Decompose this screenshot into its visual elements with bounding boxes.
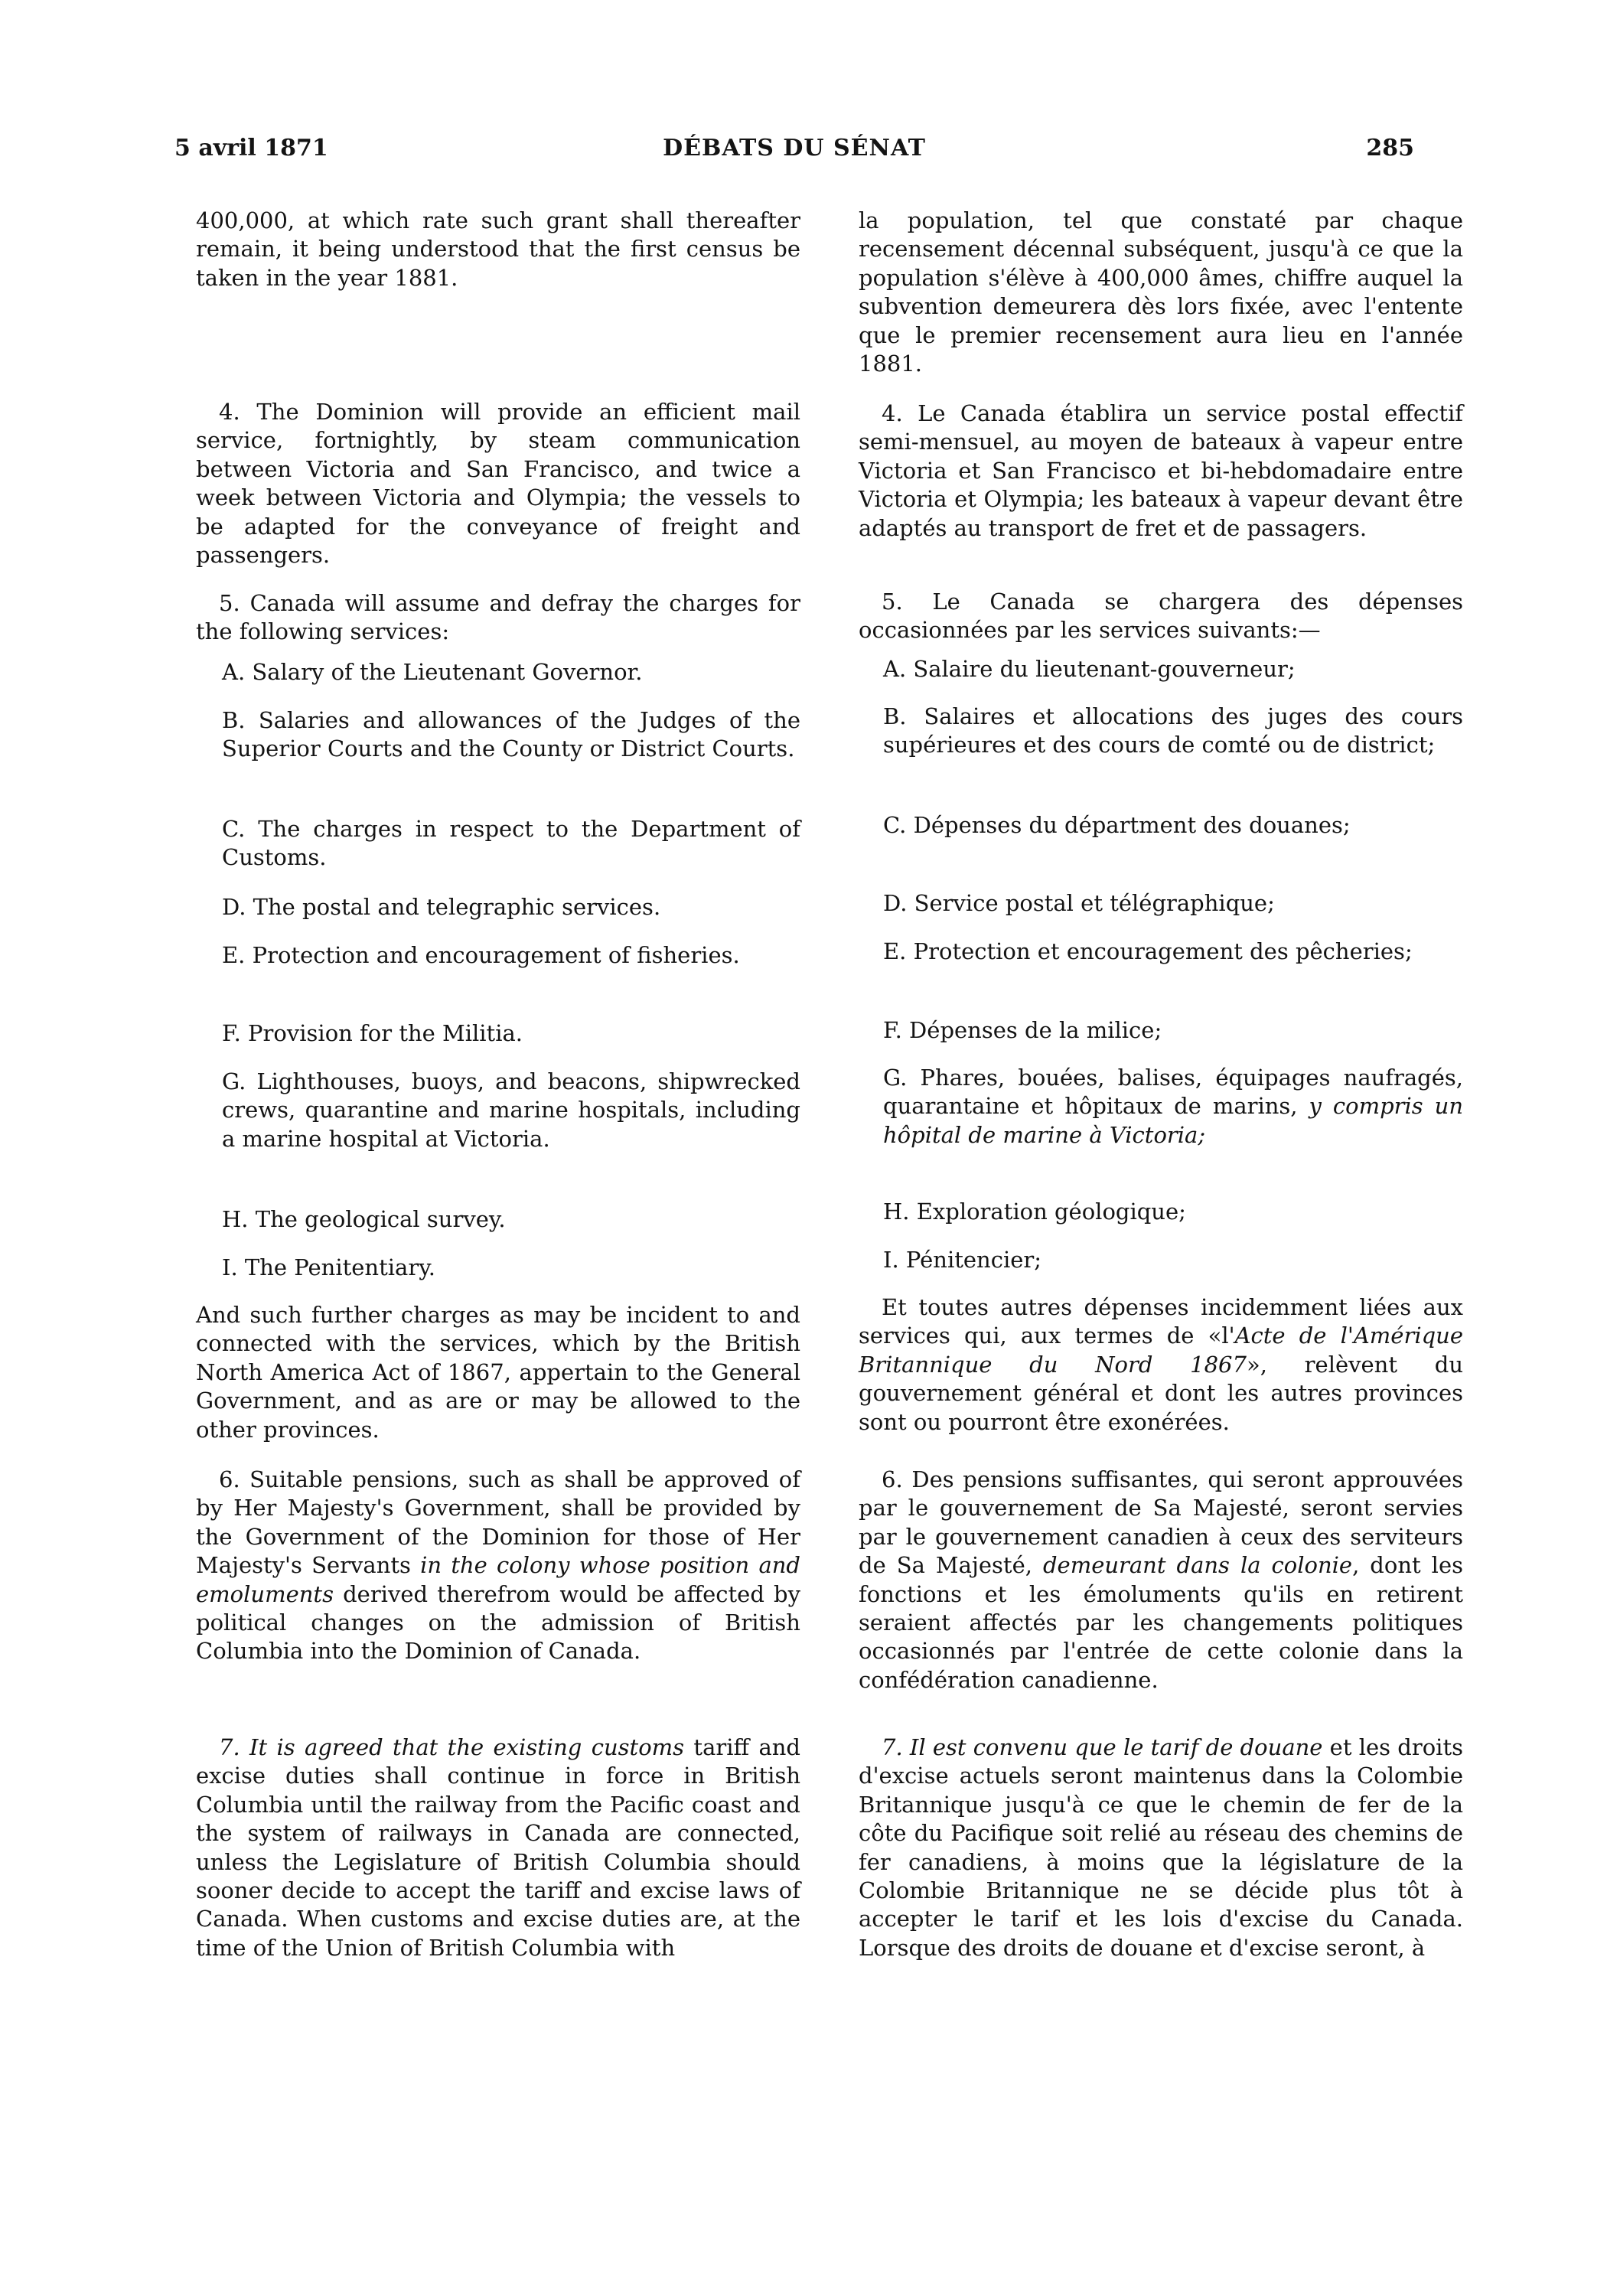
fr-item-d: D. Service postal et télégraphique; [883,890,1275,916]
fr-census-paragraph: la population, tel que constaté par chaque recensement décennal subséquent, jusqu'à ce que la population s'élève à 400,000 âmes, chiffre auquel la subvention demeurera dès lors fixée, avec l'entente que le premier recensement aura lieu en l'année 1881. [859,207,1463,377]
fr-item-f: F. Dépenses de la milice; [883,1017,1162,1043]
fr-item-g-italic: y compris un hôpital de marine à Victoria; [883,1093,1463,1148]
en-item-h: H. The geological survey. [222,1206,506,1232]
fr-item-a: A. Salaire du lieutenant-gouverneur; [883,656,1296,682]
en-section-6-part-a: 6. Suitable pensions, such as shall be approved of by Her Majesty's Government, shall be provided by the Government of the Dominion for those of Her Majesty's Servants [196,1466,800,1579]
en-section-6-italic: in the colony whose position and emoluments [196,1552,800,1607]
fr-section-6 [859,1466,1463,1694]
en-item-e: E. Protection and encouragement of fisheries. [222,942,740,968]
fr-item-g-part-a: G. Phares, bouées, balises, équipages naufragés, quarantaine et hôpitaux de marins, [883,1065,1463,1120]
fr-section-7-part-b: et les droits d'excise actuels seront maintenus dans la Colombie Britannique jusqu'à ce que le chemin de fer de la côte du Pacifique soit relié au réseau des chemins de fer canadiens, à moins que la législature de la Colombie Britannique ne se décide plus tôt à accepter le tarif et les lois d'excise du Canada. Lorsque des droits de douane et d'excise seront, à [859,1734,1463,1961]
en-item-i: I. The Penitentiary. [222,1254,435,1280]
en-further-charges: And such further charges as may be incident to and connected with the services, which by the British North America Act of 1867, appertain to the General Government, and as are or may be allowed to the other provinces. [196,1302,800,1443]
fr-section-6-part-c: , dont les fonctions et les émoluments qu'ils en retirent seraient affectés par les changements politiques occasionnés par l'entrée de cette colonie dans la confédération canadienne. [859,1552,1463,1693]
fr-item-e: E. Protection et encouragement des pêcheries; [883,938,1413,964]
en-section-4: 4. The Dominion will provide an efficient mail service, fortnightly, by steam communication between Victoria and San Francisco, and twice a week between Victoria and Olympia; the vessels to be adapted for the conveyance of freight and passengers. [196,399,800,569]
fr-further-part-c: », relèvent du gouvernement général et dont les autres provinces sont ou pourront être exonérées. [859,1351,1463,1435]
fr-section-4: 4. Le Canada établira un service postal effectif semi-mensuel, au moyen de bateaux à vapeur entre Victoria et San Francisco et bi-hebdomadaire entre Victoria et Olympia; les bateaux à vapeur devant être adaptés au transport de fret et de passagers. [859,400,1463,541]
en-section-5: 5. Canada will assume and defray the charges for the following services: [196,590,800,645]
fr-further-part-a: Et toutes autres dépenses incidemment liées aux services qui, aux termes de «l' [859,1294,1463,1349]
header-title: DÉBATS DU SÉNAT [663,135,926,161]
en-census-paragraph: 400,000, at which rate such grant shall thereafter remain, it being understood that the first census be taken in the year 1881. [196,207,800,291]
page-header [174,135,1414,173]
en-item-f: F. Provision for the Militia. [222,1020,523,1046]
en-section-6-part-c: derived therefrom would be affected by political changes on the admission of British Columbia into the Dominion of Canada. [196,1580,800,1665]
en-section-7-italic: 7. It is agreed that the existing customs [219,1734,685,1760]
fr-item-b: B. Salaires et allocations des juges des cours supérieures et des cours de comté ou de district; [883,703,1463,758]
en-item-d: D. The postal and telegraphic services. [222,894,661,920]
en-item-b: B. Salaries and allowances of the Judges of the Superior Courts and the County or District Courts. [222,707,800,762]
fr-further-italic: Acte de l'Amérique Britannique du Nord 1867 [859,1322,1464,1378]
en-section-7 [196,1733,800,1962]
en-section-6 [196,1466,800,1666]
fr-section-7-italic: 7. Il est convenu que le tarif de douane [882,1734,1323,1760]
fr-item-c: C. Dépenses du départment des douanes; [883,812,1351,838]
page-number: 285 [1366,135,1414,161]
fr-section-5: 5. Le Canada se chargera des dépenses occasionnées par les services suivants:— [859,589,1463,644]
fr-further-charges [859,1293,1463,1437]
en-item-a: A. Salary of the Lieutenant Governor. [222,659,643,685]
en-item-g: G. Lighthouses, buoys, and beacons, shipwrecked crews, quarantine and marine hospitals, including a marine hospital at Victoria. [222,1068,800,1152]
fr-item-i: I. Pénitencier; [883,1247,1042,1273]
fr-item-g [883,1064,1463,1150]
fr-section-6-italic: demeurant dans la colonie [1042,1552,1353,1579]
en-section-7-part-b: tariff and excise duties shall continue in force in British Columbia until the railway from the Pacific coast and the system of railways in Canada are connected, unless the Legislature of British Columbia should sooner decide to accept the tariff and excise laws of Canada. When customs and excise duties are, at the time of the Union of British Columbia with [196,1734,801,1961]
fr-section-6-part-a: 6. Des pensions suffisantes, qui seront approuvées par le gouvernement de Sa Majesté, seront servies par le gouvernement canadien à ceux des serviteurs de Sa Majesté, [859,1466,1463,1579]
header-date: 5 avril 1871 [174,135,328,161]
fr-item-h: H. Exploration géologique; [883,1199,1186,1225]
fr-section-7 [859,1733,1463,1962]
en-item-c: C. The charges in respect to the Department of Customs. [222,816,800,871]
